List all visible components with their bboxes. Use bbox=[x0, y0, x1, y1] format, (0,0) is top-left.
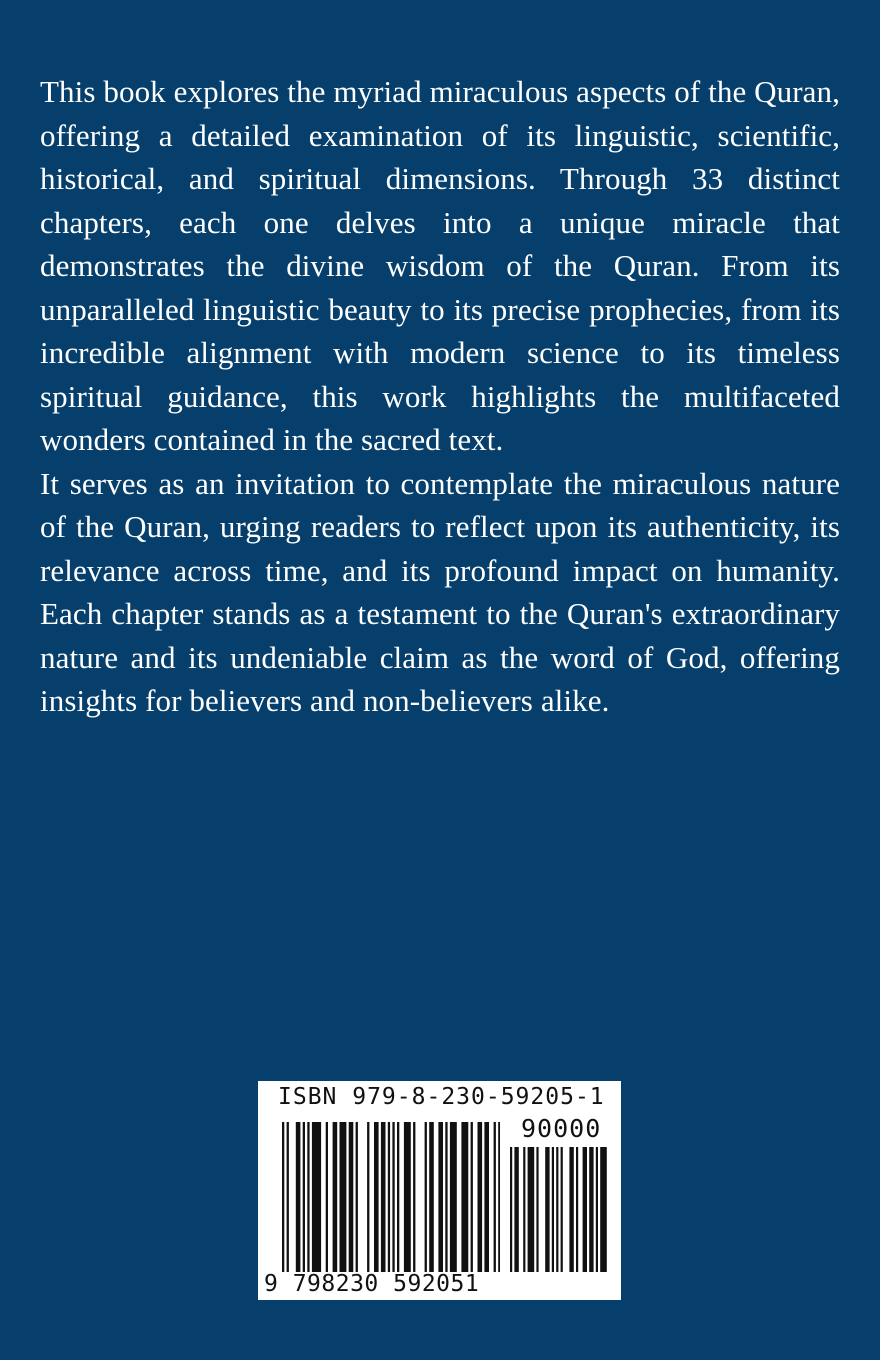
barcode-bar bbox=[413, 1122, 415, 1272]
barcode-bar bbox=[356, 1122, 358, 1272]
barcode-bar bbox=[397, 1122, 399, 1272]
barcode-bar bbox=[425, 1122, 427, 1272]
barcode-bar bbox=[388, 1122, 390, 1272]
barcode-bar bbox=[484, 1122, 489, 1272]
barcode-bars-addon bbox=[510, 1147, 608, 1272]
barcode-bar bbox=[445, 1122, 447, 1272]
barcode-bar bbox=[596, 1147, 598, 1272]
barcode-bar bbox=[552, 1147, 554, 1272]
price-code: 90000 bbox=[521, 1114, 602, 1143]
barcode-bar bbox=[556, 1147, 558, 1272]
description-paragraph-2: It serves as an invitation to contemplate the miraculous nature of the Quran, urging readers to reflect upon its authenticity, its relevance across time, and its profound impact on humanity. Each chapter stands as a testament to the Quran's extraordinary nature and its undeniable claim as the word of God, offering insights for believers and non-believers alike. bbox=[40, 465, 840, 718]
barcode-bar bbox=[589, 1147, 593, 1272]
barcode-bar bbox=[438, 1122, 443, 1272]
barcode-bar bbox=[429, 1122, 434, 1272]
barcode-bar bbox=[471, 1122, 473, 1272]
barcode-bar bbox=[296, 1122, 301, 1272]
barcode-bar bbox=[498, 1122, 500, 1272]
barcode-bar bbox=[307, 1122, 309, 1272]
barcode-bar bbox=[340, 1122, 347, 1272]
barcode-bar bbox=[600, 1147, 607, 1272]
barcode-bar bbox=[392, 1122, 394, 1272]
barcode-addon-graphic bbox=[510, 1147, 608, 1272]
barcode-bar bbox=[528, 1147, 535, 1272]
barcode-bar bbox=[545, 1147, 549, 1272]
barcode-bar bbox=[312, 1122, 321, 1272]
barcode-bar bbox=[450, 1122, 457, 1272]
barcode-bar bbox=[569, 1147, 573, 1272]
barcode-bar bbox=[404, 1122, 411, 1272]
barcode-bar bbox=[461, 1122, 468, 1272]
barcode-bar bbox=[333, 1122, 338, 1272]
barcode-bar bbox=[326, 1122, 328, 1272]
book-description bbox=[40, 70, 840, 723]
barcode-bar bbox=[561, 1147, 563, 1272]
barcode-bars-main bbox=[282, 1122, 500, 1272]
barcode-bar bbox=[367, 1122, 369, 1272]
barcode-bar bbox=[303, 1122, 305, 1272]
barcode-bar bbox=[523, 1147, 525, 1272]
barcode-bar bbox=[510, 1147, 512, 1272]
description-paragraph-1: This book explores the myriad miraculous aspects of the Quran, offering a detailed examination of its linguistic, scientific, historical, and spiritual dimensions. Through 33 distinct chapters, each one delves into a unique miracle that demonstrates the divine wisdom of the Quran. From its unparalleled linguistic beauty to its precise prophecies, from its incredible alignment with modern science to its timeless spiritual guidance, this work highlights the multifaceted wonders contained in the sacred text. bbox=[40, 74, 840, 457]
barcode-bar bbox=[583, 1147, 587, 1272]
barcode-bar bbox=[282, 1122, 284, 1272]
isbn-label: ISBN 979-8-230-59205-1 bbox=[278, 1084, 605, 1110]
barcode-bar bbox=[536, 1147, 538, 1272]
barcode-bar bbox=[514, 1147, 518, 1272]
isbn-barcode bbox=[258, 1081, 621, 1300]
barcode-bar bbox=[494, 1122, 496, 1272]
barcode-bar bbox=[576, 1147, 578, 1272]
barcode-bar bbox=[349, 1122, 354, 1272]
ean-digits: 9 798230 592051 bbox=[264, 1271, 480, 1297]
barcode-bar bbox=[478, 1122, 483, 1272]
barcode-bar bbox=[381, 1122, 386, 1272]
barcode-bar bbox=[374, 1122, 379, 1272]
barcode-bar bbox=[287, 1122, 289, 1272]
barcode-main-graphic bbox=[282, 1122, 500, 1272]
